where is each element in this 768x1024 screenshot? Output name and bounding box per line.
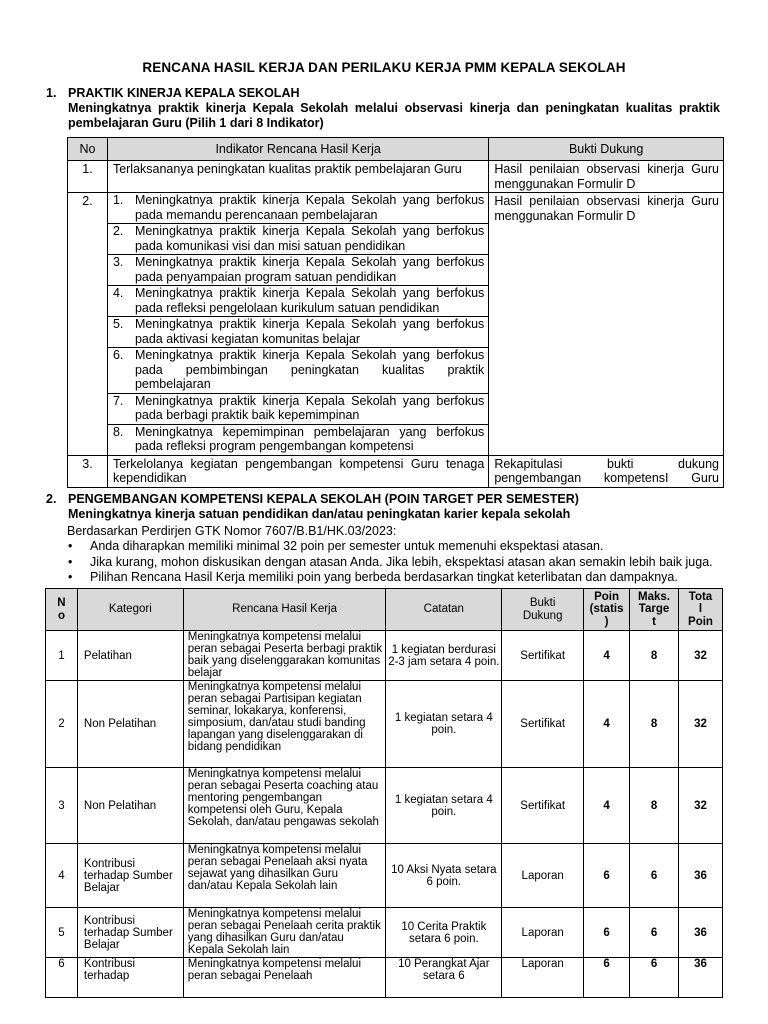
maks-cell: 8 [630,768,679,844]
indicator-table [67,137,724,488]
item-text: Meningkatnya kepemimpinan pembelajaran yang berfokus pada refleksi program pengembangan kompetensi [134,424,485,453]
indicator-item [108,425,488,455]
table-row [46,908,723,958]
table-row [46,681,723,768]
item-text: Meningkatnya praktik kinerja Kepala Sekolah yang berfokus pada penyampaian program satuan pendidikan [134,255,485,284]
section-1-heading: PRAKTIK KINERJA KEPALA SEKOLAH [68,86,300,100]
item-text: Meningkatnya praktik kinerja Kepala Sekolah yang berfokus pada pembimbingan peningkatan kualitas praktik pembelajaran [134,348,485,391]
section-2-subheading: Meningkatnya kinerja satuan pendidikan dan/atau peningkatan karier kepala sekolah [68,507,571,521]
document-title: RENCANA HASIL KERJA DAN PERILAKU KERJA PMM KEPALA SEKOLAH [142,60,626,75]
table-row [46,768,723,844]
rhk-cell: Meningkatnya kompetensi melalui peran sebagai Peserta coaching atau mentoring pengembangan kompetensi oleh Guru, Kepala Sekolah, dan/atau pengawas sekolah [183,768,386,844]
header-rhk: Rencana Hasil Kerja [183,589,386,631]
table-row [46,844,723,908]
header-poin: Poin (statis ) [584,589,630,631]
kategori-cell: Kontribusi terhadap Sumber Belajar [77,908,183,958]
catatan-cell: 10 Cerita Praktik setara 6 poin. [386,908,502,958]
kategori-cell: Pelatihan [77,631,183,681]
list-item: • Pilihan Rencana Hasil Kerja memiliki poin yang berbeda berdasarkan tingkat keterlibatan dan dampaknya. [67,570,713,586]
table-row [68,161,724,193]
row-number: 1 [46,631,78,681]
indicator-item [108,348,488,394]
header-no: No [68,138,108,161]
poin-cell: 6 [584,958,630,998]
maks-cell: 8 [630,681,679,768]
poin-cell: 4 [584,631,630,681]
total-cell: 36 [678,908,722,958]
table-row [68,193,724,456]
row-number: 4 [46,844,78,908]
bukti-cell: Hasil penilaian observasi kinerja Guru menggunakan Formulir D [489,161,724,193]
item-number: 6. [112,348,124,362]
header-kategori: Kategori [77,589,183,631]
table-row [68,455,724,487]
bukti-cell: Hasil penilaian observasi kinerja Guru menggunakan Formulir D [489,193,724,456]
row-number: 2 [46,681,78,768]
maks-cell: 6 [630,958,679,998]
indicator-item [108,286,488,317]
section-2-number: 2. [46,492,57,506]
rhk-cell: Meningkatnya kompetensi melalui peran sebagai Peserta berbagi praktik baik yang diselenggarakan komunitas belajar [183,631,386,681]
total-cell: 32 [678,768,722,844]
indikator-cell: Terkelolanya kegiatan pengembangan kompetensi Guru tenaga kependidikan [107,455,488,487]
bukti-cell: Sertifikat [502,631,584,681]
bukti-cell: Rekapitulasi bukti dukung pengembangan kompetensI Guru [489,455,724,487]
competency-table [45,588,723,998]
catatan-cell: 1 kegiatan setara 4 poin. [386,768,502,844]
table-row [46,958,723,998]
header-total: Tota l Poin [678,589,722,631]
indicator-item [108,317,488,348]
header-catatan: Catatan [386,589,502,631]
list-item: • Jika kurang, mohon diskusikan dengan atasan Anda. Jika lebih, ekspektasi atasan akan semakin lebih baik juga. [67,555,713,571]
expectation-list [67,539,713,586]
regulation-basis: Berdasarkan Perdirjen GTK Nomor 7607/B.B1/HK.03/2023: [67,524,397,538]
item-number: 1. [112,193,124,207]
catatan-cell: 1 kegiatan setara 4 poin. [386,681,502,768]
item-text: Meningkatnya praktik kinerja Kepala Sekolah yang berfokus pada komunikasi visi dan misi satuan pendidikan [134,224,485,253]
bukti-cell: Sertifikat [502,768,584,844]
kategori-cell: Non Pelatihan [77,681,183,768]
section-2-heading: PENGEMBANGAN KOMPETENSI KEPALA SEKOLAH (POIN TARGET PER SEMESTER) [68,492,579,506]
indicator-item [108,394,488,425]
indicator-item [108,193,488,224]
header-no: N o [46,589,78,631]
bukti-cell: Laporan [502,908,584,958]
item-text: Meningkatnya praktik kinerja Kepala Sekolah yang berfokus pada berbagi praktik baik kepemimpinan [134,393,485,422]
bukti-cell: Laporan [502,844,584,908]
row-number: 5 [46,908,78,958]
table-header-row [68,138,724,161]
section-1-number: 1. [46,86,57,100]
poin-cell: 6 [584,908,630,958]
item-number: 5. [112,317,124,331]
catatan-cell: 1 kegiatan berdurasi 2-3 jam setara 4 poin. [386,631,502,681]
total-cell: 32 [678,681,722,768]
section-2-header [46,492,720,522]
indikator-list-cell [107,193,488,456]
row-number: 3. [68,455,108,487]
kategori-cell: Non Pelatihan [77,768,183,844]
row-number: 6 [46,958,78,998]
item-number: 3. [112,255,124,269]
indikator-cell: Terlaksananya peningkatan kualitas praktik pembelajaran Guru [107,161,488,193]
section-1-subheading: Meningkatnya praktik kinerja Kepala Sekolah melalui observasi kinerja dan peningkatan kualitas praktik pembelajaran Guru (Pilih 1 dari 8 Indikator) [68,101,720,130]
bukti-cell: Laporan [502,958,584,998]
catatan-cell: 10 Perangkat Ajar setara 6 [386,958,502,998]
item-number: 8. [112,424,124,439]
item-text: Meningkatnya praktik kinerja Kepala Sekolah yang berfokus pada memandu perencanaan pembelajaran [134,193,485,222]
catatan-cell: 10 Aksi Nyata setara 6 poin. [386,844,502,908]
header-indikator: Indikator Rencana Hasil Kerja [107,138,488,161]
row-number: 3 [46,768,78,844]
indicator-item [108,255,488,286]
section-1-header [46,86,720,131]
list-item: • Anda diharapkan memiliki minimal 32 poin per semester untuk memenuhi ekspektasi atasan. [67,539,713,555]
indicator-item [108,224,488,255]
poin-cell: 6 [584,844,630,908]
item-number: 7. [112,393,124,408]
poin-cell: 4 [584,768,630,844]
poin-cell: 4 [584,681,630,768]
item-text: Meningkatnya praktik kinerja Kepala Sekolah yang berfokus pada aktivasi kegiatan komunitas belajar [134,317,485,346]
total-cell: 32 [678,631,722,681]
row-number: 1. [68,161,108,193]
rhk-cell: Meningkatnya kompetensi melalui peran sebagai Penelaah [183,958,386,998]
table-header-row [46,589,723,631]
kategori-cell: Kontribusi terhadap [77,958,183,998]
maks-cell: 6 [630,844,679,908]
total-cell: 36 [678,958,722,998]
rhk-cell: Meningkatnya kompetensi melalui peran sebagai Penelaah aksi nyata sejawat yang dihasilkan Guru dan/atau Kepala Sekolah lain [183,844,386,908]
bukti-cell: Sertifikat [502,681,584,768]
item-number: 2. [112,224,124,238]
row-number: 2. [68,193,108,456]
maks-cell: 8 [630,631,679,681]
header-bukti: Bukti Dukung [502,589,584,631]
item-number: 4. [112,286,124,300]
rhk-cell: Meningkatnya kompetensi melalui peran sebagai Partisipan kegiatan seminar, lokakarya, konferensi, simposium, dan/atau studi banding lapangan yang diselenggarakan di bidang pendidikan [183,681,386,768]
kategori-cell: Kontribusi terhadap Sumber Belajar [77,844,183,908]
table-row [46,631,723,681]
rhk-cell: Meningkatnya kompetensi melalui peran sebagai Penelaah cerita praktik yang dihasilkan Guru dan/atau Kepala Sekolah lain [183,908,386,958]
header-maks: Maks. Targe t [630,589,679,631]
maks-cell: 6 [630,908,679,958]
total-cell: 36 [678,844,722,908]
header-bukti: Bukti Dukung [489,138,724,161]
item-text: Meningkatnya praktik kinerja Kepala Sekolah yang berfokus pada refleksi pengelolaan kurikulum satuan pendidikan [134,286,485,315]
